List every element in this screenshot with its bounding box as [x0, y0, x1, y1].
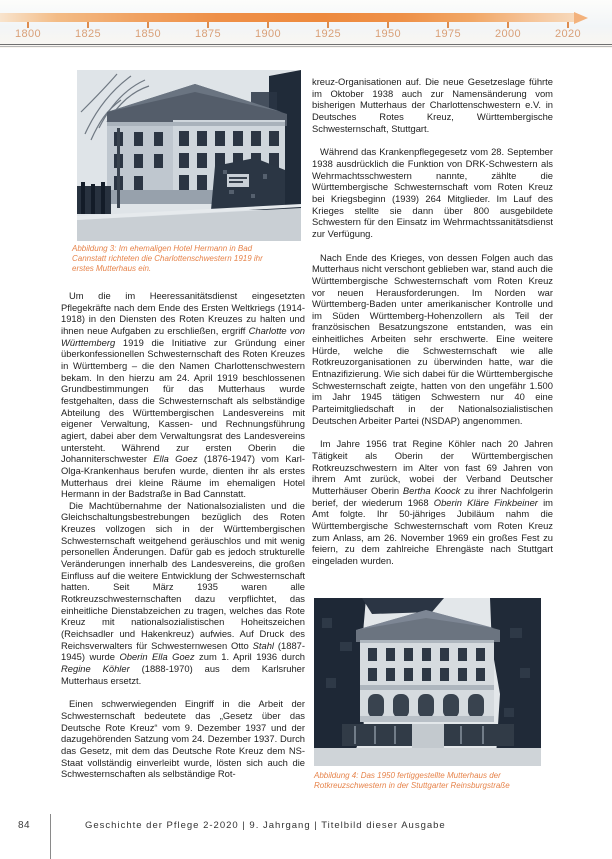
header-rule-top: [0, 44, 612, 45]
footer-journal-title: Geschichte der Pflege 2-2020 | 9. Jahrgang | Titelbild dieser Ausgabe: [85, 820, 446, 831]
timeline-year-label: 1925: [314, 28, 342, 40]
right-column-text: [312, 76, 553, 567]
timeline-year-label: 2020: [554, 28, 582, 40]
article-paragraph: Während das Krankenpflegegesetz vom 28. September 1938 ausdrücklich die Funktion von DRK-Schwestern als Wehrmachtsschwestern nannte, zählte die Württembergische Schwesternschaft vom Roten Kreuz bei Kriegsbeginn (1939) 264 Mitglieder. Im Lauf des Krieges stellte sie dann über 800 ausgebildete Schwestern für den Einsatz im Wehrmachtssanitätsdienst zur Verfügung.: [312, 146, 553, 239]
footer-divider: [50, 814, 51, 859]
left-column-text: [61, 290, 305, 780]
timeline-year-label: 2000: [494, 28, 522, 40]
timeline-year-label: 1975: [434, 28, 462, 40]
article-paragraph: Im Jahre 1956 trat Regine Köhler nach 20 Jahren Tätigkeit als Oberin der Württembergischen Rotkreuzschwestern im Alter von fast 69 Jahren von ihrem Amt zurück, wobei der Verband Deutscher Mutterhäuser Oberin Bertha Koock zu ihrer Nachfolgerin berief, der wiederum 1968 Oberin Kläre Finkbeiner im Amt folgte. Ihr 50-jähriges Jubiläum nahm die Württembergische Schwesternschaft vom Roten Kreuz zum Anlass, am 26. November 1969 ein großes Fest zu feiern, zu dem zahlreiche Ehrengäste nach Stuttgart eingeladen wurden.: [312, 438, 553, 566]
figure4-photo-mutterhaus: [314, 598, 541, 766]
timeline-bar: [0, 13, 574, 22]
article-paragraph: Die Machtübernahme der Nationalsozialisten und die Gleichschaltungsbestrebungen bezüglich des Roten Kreuzes vollzogen sich in der Württembergischen Schwesternschaft weitgehend geräuschlos und mit wenig personellen Änderungen. Dafür gab es jedoch strukturelle Veränderungen innerhalb des Landesvereins, die großen Einfluss auf die weitere Entwicklung der Schwesternschaft hatten. Seit März 1935 waren alle Rotkreuzschwesternschaften dazu verpflichtet, das einheitliche Dienstabzeichen zu tragen, welches das Rote Kreuz mit nationalsozialistischen Hoheitszeichen (Reichsadler und Hakenkreuz) aufwies. Auf Druck des Reichsverwalters für Schwesternwesen Otto Stahl (1887-1945) wurde Oberin Ella Goez zum 1. April 1936 durch Regine Köhler (1888-1970) aus dem Karlsruher Mutterhaus ersetzt.: [61, 499, 305, 686]
article-paragraph: kreuz-Organisationen auf. Die neue Gesetzeslage führte im Oktober 1938 auch zur Namensänderung vom bisherigen Mutterhaus der Charlottenschwestern e.V. in Deutsches Rotes Kreuz, Württembergische Schwesternschaft, Stuttgart.: [312, 76, 553, 134]
article-paragraph: Nach Ende des Krieges, von dessen Folgen auch das Mutterhaus nicht verschont geblieben war, stand auch die Württembergische Schwesternschaft vom Roten Kreuz vor neuen Herausforderungen. Im Norden war Württemberg-Baden unter amerikanischer Kontrolle und im Süden Württemberg-Hohenzollern als Teil der französischen Besatzungszone entstanden, was ein einheitliches Arbeiten sehr erschwerte. Eine weitere Hürde, welche die Schwesternschaft wie alle Rotkreuzorganisationen zu überwinden hatte, war die Entnazifizierung. Wie sich dabei für die Württembergische Schwesternschaft zeigte, hatten von den ungefähr 1.500 im Jahr 1945 tätigen Schwestern nur 40 eine Parteimitgliedschaft in der Nationalsozialistischen Deutschen Arbeiter Partei (NSDAP) angenommen.: [312, 251, 553, 426]
timeline-year-label: 1900: [254, 28, 282, 40]
figure3-photo-hotel-hermann: [77, 70, 301, 241]
figure3-caption: Abbildung 3: Im ehemaligen Hotel Hermann in Bad Cannstatt richteten die Charlottenschwestern 1919 ihr erstes Mutterhaus ein.: [72, 244, 263, 273]
timeline-header: [0, 0, 612, 48]
page-number: 84: [18, 820, 31, 831]
header-rule-bottom: [0, 46, 612, 47]
timeline-year-label: 1875: [194, 28, 222, 40]
timeline-arrow-icon: [574, 12, 588, 24]
figure4-caption: Abbildung 4: Das 1950 fertiggestellte Mutterhaus der Rotkreuzschwestern in der Stuttgarter Reinsburgstraße: [314, 771, 510, 790]
timeline-year-label: 1850: [134, 28, 162, 40]
article-paragraph: Einen schwerwiegenden Eingriff in die Arbeit der Schwesternschaft bedeutete das „Gesetz über das Deutsche Rote Kreuz“ vom 9. Dezember 1937 und der dazugehörenden Satzung vom 24. Dezember 1937. Durch das Gesetz, mit dem das Deutsche Rote Kreuz dem NS-Staat vollständig einverleibt wurde, lösten sich auch die Schwesternschaften als selbständige Rot-: [61, 698, 305, 780]
timeline-year-label: 1950: [374, 28, 402, 40]
article-paragraph: Um die im Heeressanitätsdienst eingesetzten Pflegekräfte nach dem Ende des Ersten Weltkriegs (1914-1918) in den Diensten des Roten Kreuzes zu halten und ihnen neue Aufgaben zu erschließen, ergriff Charlotte von Württemberg 1919 die Initiative zur Gründung einer überkonfessionellen Schwesternschaft des Roten Kreuzes in Württemberg – die den Namen Charlottenschwestern bekam. In den hierzu am 24. April 1919 beschlossenen Grundbestimmungen für das Mutterhaus wurde festgehalten, dass die Schwesternschaft als selbständige Abteilung des Württembergischen Landesvereins mit eigener Verwaltung, Kassen- und Rechnungsführung agiert, dabei aber dem Verwaltungsrat des Landesvereins untersteht. Während zur ersten Oberin die Johanniterschwester Ella Goez (1876-1947) vom Karl-Olga-Krankenhaus berufen wurde, dienten ihr als erstes Mutterhaus drei kleine Räume im ehemaligen Hotel Hermann in der Badstraße in Bad Cannstatt.: [61, 290, 306, 500]
timeline-year-label: 1800: [14, 28, 42, 40]
timeline-year-label: 1825: [74, 28, 102, 40]
